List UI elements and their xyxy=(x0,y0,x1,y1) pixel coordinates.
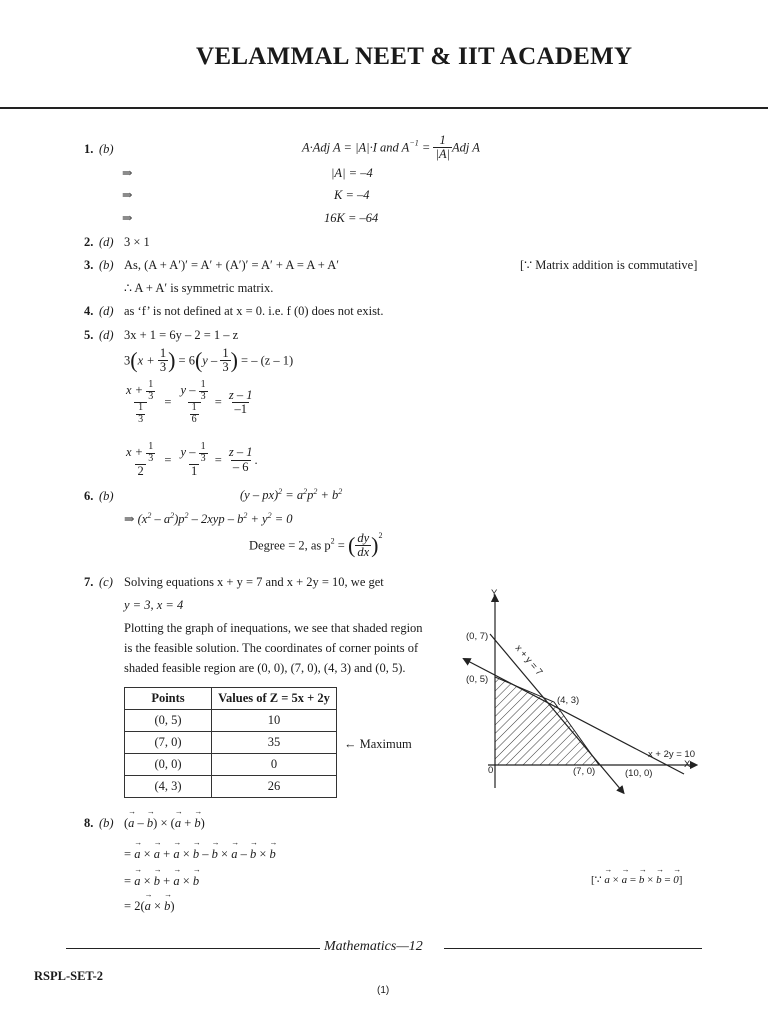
q1-option: (b) xyxy=(99,142,114,156)
q6-line2: ⇒ $(x^2 - a^2)p^2 - 2xyp - b^2 + y^2 = 0$ xyxy=(124,511,293,527)
q8-line1: (→ a – → b) × (→ a + → b) xyxy=(124,817,205,830)
q1-implies-2: ⇒ xyxy=(122,188,133,202)
z-values-table xyxy=(124,687,337,798)
q4-option: (d) xyxy=(99,304,114,318)
q4-number: 4. xyxy=(84,304,94,318)
table-row xyxy=(125,710,337,732)
q3-line2: ∴ A + A′ is symmetric matrix. xyxy=(124,281,274,295)
page-number: (1) xyxy=(377,985,390,996)
table-cell-value: 26 xyxy=(212,776,337,798)
q7-para-1: Plotting the graph of inequations, we see that shaded region xyxy=(124,621,423,635)
point-label-10-0: (10, 0) xyxy=(625,768,653,779)
line-label-x-plus-y-7: x + y = 7 xyxy=(512,642,545,678)
q5-line3: x + $\frac{1}{3}$ $\frac{1}{3}$ = y – $\frac{1}{3}$ $\frac{1}{6}$ = $\frac{z - 1}{-1}$ xyxy=(126,379,253,425)
q7-para-3: shaded feasible region are (0, 0), (7, 0), (4, 3) and (0, 5). xyxy=(124,661,406,675)
point-label-0-7: (0, 7) xyxy=(466,631,489,642)
q5-line1: 3x + 1 = 6y – 2 = 1 – z xyxy=(124,328,239,342)
q3-line1: As, (A + A′)′ = A′ + (A′)′ = A′ + A = A + A′ xyxy=(124,258,340,272)
q6-number: 6. xyxy=(84,489,94,503)
q3-option: (b) xyxy=(99,258,114,272)
point-label-0-5: (0, 5) xyxy=(466,674,489,685)
q7-option: (c) xyxy=(99,575,113,589)
line-label-x-plus-2y-10: x + 2y = 10 xyxy=(648,749,696,760)
q3-number: 3. xyxy=(84,258,94,272)
q8-option: (b) xyxy=(99,816,114,830)
q2-number: 2. xyxy=(84,235,94,249)
q7-line2: y = 3, x = 4 xyxy=(124,598,184,612)
q8-line3: = → a × → b + → a × → b xyxy=(124,875,199,888)
footer-subject: Mathematics—12 xyxy=(324,939,423,954)
q7-number: 7. xyxy=(84,575,94,589)
q1-line1: A·Adj A = |A|·I and $A^{-1}$ = $\frac{1}{|A|}$ Adj A xyxy=(302,133,480,162)
table-row xyxy=(125,754,337,776)
q5-line4: x + $\frac{1}{3}$ 2 = y – $\frac{1}{3}$ 1 = $\frac{z - 1}{- 6}$ . xyxy=(126,441,258,478)
q5-number: 5. xyxy=(84,328,94,342)
y-axis-label: Y xyxy=(491,588,498,599)
table-row xyxy=(125,776,337,798)
q8-number: 8. xyxy=(84,816,94,830)
feasible-region-graph xyxy=(462,588,712,800)
q5-option: (d) xyxy=(99,328,114,342)
q1-number: 1. xyxy=(84,142,94,156)
q8-line2: = → a × → a + → a × → b – → b × → a – → b × → b xyxy=(124,848,276,861)
q1-implies-1: ⇒ xyxy=(122,166,133,180)
set-code: RSPL-SET-2 xyxy=(34,969,104,983)
q1-line3: K = –4 xyxy=(334,188,370,202)
q1-line4: 16K = –64 xyxy=(324,211,379,225)
table-row xyxy=(125,732,337,754)
q7-para-2: is the feasible solution. The coordinates of corner points of xyxy=(124,641,419,655)
table-cell-point: (4, 3) xyxy=(125,776,212,798)
q1-line2: |A| = –4 xyxy=(331,166,373,180)
table-cell-value: 0 xyxy=(212,754,337,776)
q8-line4: = 2(→ a × → b) xyxy=(124,900,175,913)
q1-implies-3: ⇒ xyxy=(122,211,133,225)
q6-option: (b) xyxy=(99,489,114,503)
x-axis-label: X xyxy=(684,759,691,770)
q6-line3: Degree = 2, as $p^2$ = ( $\frac{dy}{dx}$ )$^2$ xyxy=(249,531,383,560)
q2-option: (d) xyxy=(99,235,114,249)
table-cell-value: 35 xyxy=(212,732,337,754)
page-title: VELAMMAL NEET & IIT ACADEMY xyxy=(196,43,633,70)
table-cell-point: (7, 0) xyxy=(125,732,212,754)
table-header-values: Values of Z = 5x + 2y xyxy=(212,688,337,710)
table-header-points: Points xyxy=(125,688,212,710)
table-cell-point: (0, 5) xyxy=(125,710,212,732)
q3-reason: [∵ Matrix addition is commutative] xyxy=(520,258,698,272)
q8-reason: [∵ → a × → a = → b × → b = → 0] xyxy=(591,875,682,886)
table-cell-value: 10 xyxy=(212,710,337,732)
table-header-row xyxy=(125,688,337,710)
q6-line1: $(y - px)^2 = a^2p^2 + b^2$ xyxy=(240,487,343,503)
table-cell-point: (0, 0) xyxy=(125,754,212,776)
origin-label: 0 xyxy=(488,765,494,776)
point-label-7-0: (7, 0) xyxy=(573,766,596,777)
header-divider xyxy=(0,107,768,109)
point-label-4-3: (4, 3) xyxy=(557,695,580,706)
q4-answer: as ‘f’ is not defined at x = 0. i.e. f (0) does not exist. xyxy=(124,304,384,318)
q7-line1: Solving equations x + y = 7 and x + 2y = 10, we get xyxy=(124,575,384,589)
q2-answer: 3 × 1 xyxy=(124,235,150,249)
footer-rule-right xyxy=(444,948,702,949)
maximum-label: ← Maximum xyxy=(344,737,412,751)
q5-line2: 3(x + $\frac{1}{3}$ ) = 6(y – $\frac{1}{3}$ ) = – (z – 1) xyxy=(124,346,294,375)
footer-rule-left xyxy=(66,948,320,949)
